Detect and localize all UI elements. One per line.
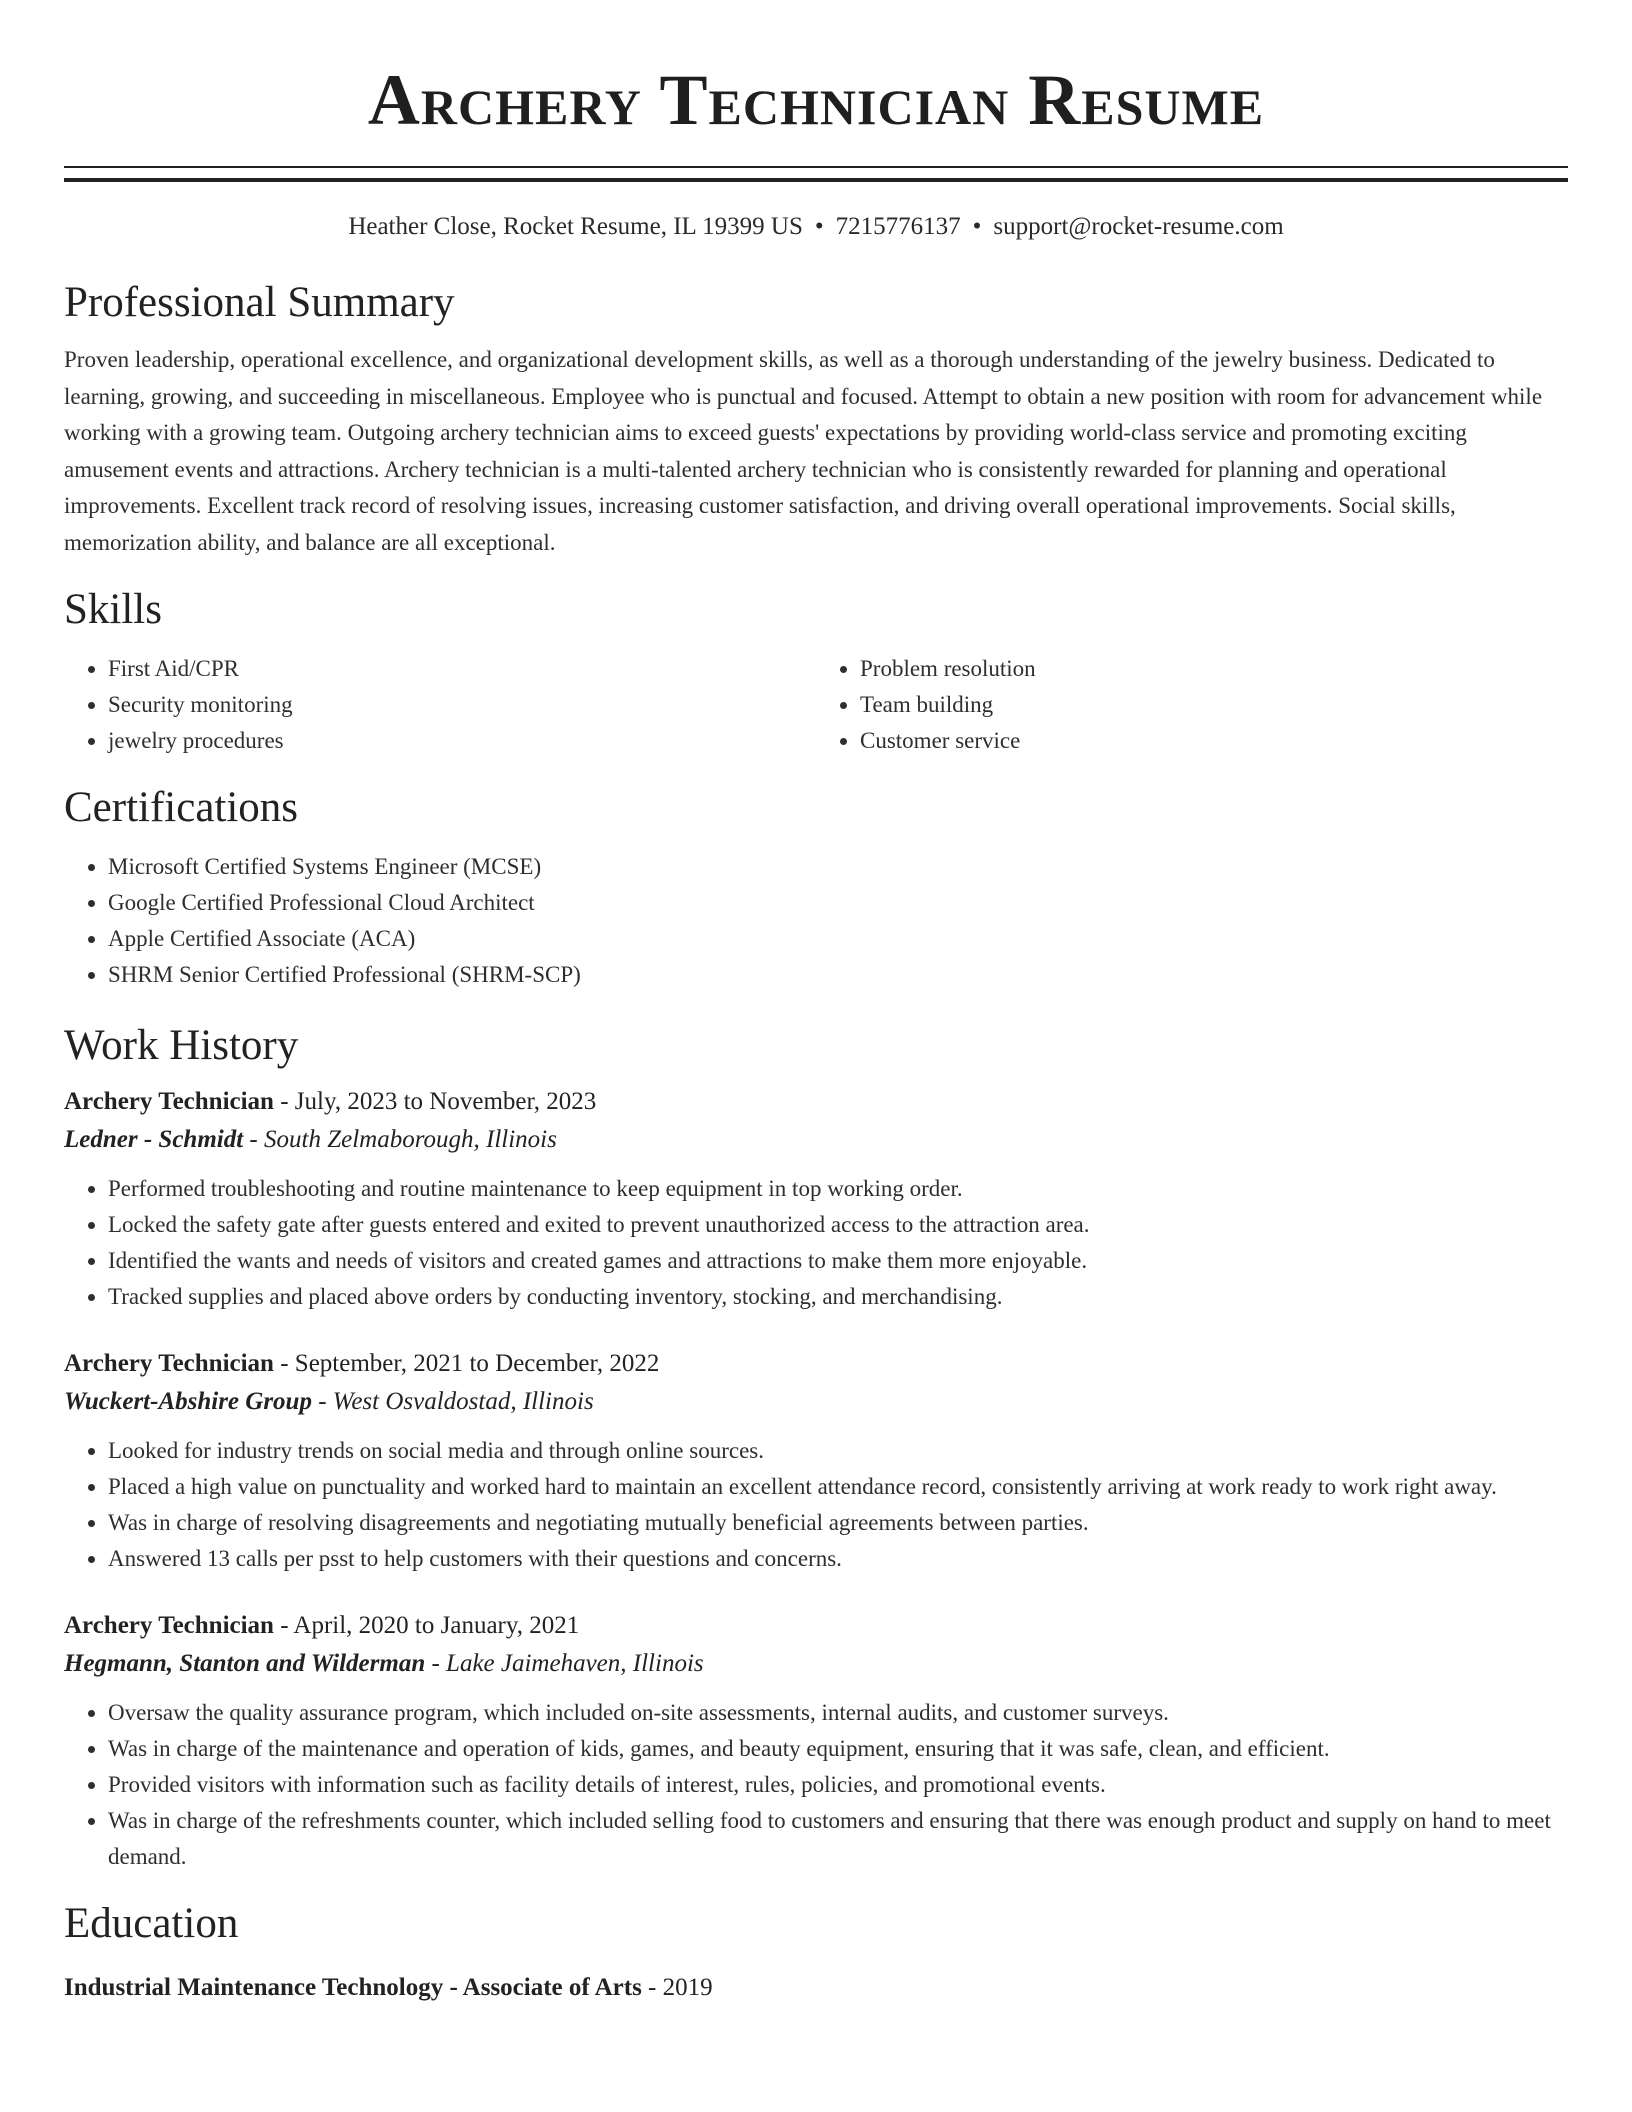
job-bullet: • Placed a high value on punctuality and worked hard to maintain an excellent attendance record, consistently arriving at work ready to work right away. <box>108 1469 1568 1505</box>
job-location: - South Zelmaborough, Illinois <box>243 1126 557 1153</box>
job-entry <box>64 1345 1568 1577</box>
education-degree: Industrial Maintenance Technology - Associate of Arts <box>64 1974 642 2001</box>
title-double-rule <box>64 166 1568 182</box>
job-bullet: • Was in charge of the refreshments counter, which included selling food to customers and ensuring that there was enough product and supply on hand to meet demand. <box>108 1803 1568 1875</box>
job-location: - Lake Jaimehaven, Illinois <box>425 1650 704 1677</box>
skill-item: • Customer service <box>860 723 1568 759</box>
job-entry <box>64 1083 1568 1315</box>
job-bullet: • Answered 13 calls per psst to help customers with their questions and concerns. <box>108 1541 1568 1577</box>
certification-item: • Google Certified Professional Cloud Architect <box>108 885 1568 921</box>
contact-phone: 7215776137 <box>835 213 961 240</box>
job-bullet: • Provided visitors with information such as facility details of interest, rules, policies, and promotional events. <box>108 1767 1568 1803</box>
work-history-heading: Work History <box>64 1022 299 1069</box>
job-bullet: • Identified the wants and needs of visitors and created games and attractions to make them more enjoyable. <box>108 1243 1568 1279</box>
skill-item: • Problem resolution <box>860 651 1568 687</box>
job-bullet: • Locked the safety gate after guests entered and exited to prevent unauthorized access to the attraction area. <box>108 1207 1568 1243</box>
education-heading: Education <box>64 1900 239 1947</box>
job-dates: - April, 2020 to January, 2021 <box>273 1612 580 1639</box>
resume-title: Archery Technician Resume <box>367 60 1265 140</box>
certifications-list <box>64 849 1568 993</box>
skill-item: • Security monitoring <box>108 687 816 723</box>
job-company-line <box>64 1645 1568 1683</box>
summary-text: Proven leadership, operational excellence, and organizational development skills, as well as a thorough understanding of the jewelry business. Dedicated to learning, growing, and succeeding in miscellaneous. Employee who is punctual and focused. Attempt to obtain a new position with room for advancement while working with a growing team. Outgoing archery technician aims to exceed guests' expectations by providing world-class service and promoting exciting amusement events and attractions. Archery technician is a multi-talented archery technician who is consistently rewarded for planning and operational improvements. Excellent track record of resolving issues, increasing customer satisfaction, and driving overall operational improvements. Social skills, memorization ability, and balance are all exceptional. <box>64 347 1543 555</box>
job-dates: - September, 2021 to December, 2022 <box>273 1350 660 1377</box>
skills-columns <box>64 651 1568 759</box>
skills-list-left <box>64 651 816 759</box>
skills-heading: Skills <box>64 586 162 633</box>
job-title: Archery Technician <box>64 1350 274 1377</box>
resume-page <box>64 0 1568 2007</box>
certifications-heading: Certifications <box>64 784 299 831</box>
job-bullet: • Was in charge of resolving disagreements and negotiating mutually beneficial agreements between parties. <box>108 1505 1568 1541</box>
contact-address: Heather Close, Rocket Resume, IL 19399 US <box>348 213 803 240</box>
summary-heading: Professional Summary <box>64 279 455 326</box>
job-bullets <box>64 1695 1568 1875</box>
job-bullet: • Oversaw the quality assurance program, which included on-site assessments, internal audits, and customer surveys. <box>108 1695 1568 1731</box>
job-company-line <box>64 1121 1568 1159</box>
job-company: Ledner - Schmidt <box>64 1126 244 1153</box>
skill-item: • Team building <box>860 687 1568 723</box>
job-bullets <box>64 1171 1568 1315</box>
job-title: Archery Technician <box>64 1088 274 1115</box>
contact-line <box>64 211 1568 243</box>
skills-list-right <box>816 651 1568 759</box>
contact-email: support@rocket-resume.com <box>993 213 1284 240</box>
job-bullets <box>64 1433 1568 1577</box>
skill-item: • jewelry procedures <box>108 723 816 759</box>
job-title-line <box>64 1607 1568 1645</box>
contact-separator: • <box>814 213 824 240</box>
education-year: - 2019 <box>641 1974 713 2001</box>
education-entry <box>64 1969 1568 2007</box>
contact-separator: • <box>972 213 982 240</box>
job-company-line <box>64 1383 1568 1421</box>
job-bullet: • Tracked supplies and placed above orders by conducting inventory, stocking, and merchandising. <box>108 1279 1568 1315</box>
certification-item: • Apple Certified Associate (ACA) <box>108 921 1568 957</box>
skill-item: • First Aid/CPR <box>108 651 816 687</box>
certification-item: • SHRM Senior Certified Professional (SHRM-SCP) <box>108 957 1568 993</box>
job-bullet: • Looked for industry trends on social media and through online sources. <box>108 1433 1568 1469</box>
job-bullet: • Performed troubleshooting and routine maintenance to keep equipment in top working order. <box>108 1171 1568 1207</box>
job-dates: - July, 2023 to November, 2023 <box>273 1088 597 1115</box>
job-bullet: • Was in charge of the maintenance and operation of kids, games, and beauty equipment, ensuring that it was safe, clean, and efficient. <box>108 1731 1568 1767</box>
certification-item: • Microsoft Certified Systems Engineer (MCSE) <box>108 849 1568 885</box>
job-company: Wuckert-Abshire Group <box>64 1388 312 1415</box>
job-title-line <box>64 1083 1568 1121</box>
job-entry <box>64 1607 1568 1875</box>
job-title: Archery Technician <box>64 1612 274 1639</box>
job-location: - West Osvaldostad, Illinois <box>311 1388 594 1415</box>
job-title-line <box>64 1345 1568 1383</box>
job-company: Hegmann, Stanton and Wilderman <box>64 1650 426 1677</box>
